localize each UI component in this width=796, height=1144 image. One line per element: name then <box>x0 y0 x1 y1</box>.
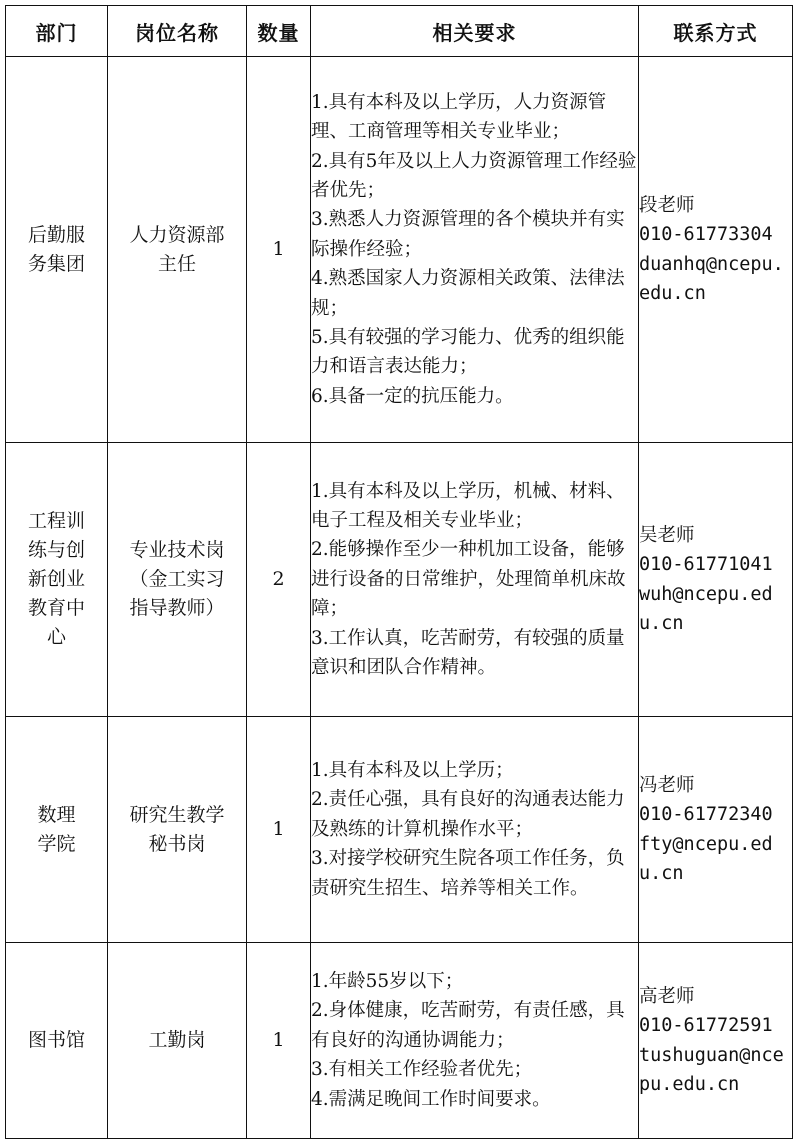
count-cell: 1 <box>247 57 311 443</box>
header-department: 部门 <box>6 6 108 57</box>
table-row <box>6 717 793 943</box>
table-row <box>6 443 793 717</box>
count-cell: 2 <box>247 443 311 717</box>
requirement-item: 2.具有5年及以上人力资源管理工作经验者优先； <box>311 150 637 201</box>
contact-email: wuh@ncepu.edu.cn <box>639 583 773 634</box>
requirement-item: 5.具有较强的学习能力、优秀的组织能力和语言表达能力； <box>311 327 625 378</box>
contact-name: 段老师 <box>639 194 695 216</box>
position-text: 工勤岗 <box>148 1029 206 1051</box>
department-text: 学院 <box>37 832 76 855</box>
position-text: 秘书岗 <box>148 832 206 855</box>
header-requirements: 相关要求 <box>311 6 639 57</box>
header-position: 岗位名称 <box>108 6 247 57</box>
requirements-cell <box>311 443 639 717</box>
contact-email: tushuguan@ncepu.edu.cn <box>639 1044 784 1095</box>
position-cell <box>108 943 247 1139</box>
requirement-item: 3.有相关工作经验者优先； <box>311 1059 533 1081</box>
requirements-cell <box>311 717 639 943</box>
requirement-item: 3.工作认真，吃苦耐劳，有较强的质量意识和团队合作精神。 <box>311 627 625 679</box>
contact-phone: 010-61771041 <box>639 554 773 576</box>
requirement-item: 1.年龄55岁以下； <box>311 970 464 992</box>
department-cell <box>6 57 108 443</box>
count-cell: 1 <box>247 943 311 1139</box>
table-row <box>6 943 793 1139</box>
department-cell <box>6 943 108 1139</box>
table-row <box>6 57 793 443</box>
position-cell <box>108 717 247 943</box>
contact-cell <box>639 717 793 943</box>
position-text: 主任 <box>157 252 196 275</box>
department-text: 心 <box>46 626 66 648</box>
contact-email: fty@ncepu.edu.cn <box>639 833 773 884</box>
contact-name: 高老师 <box>639 985 695 1007</box>
requirement-item: 1.具有本科及以上学历，人力资源管理、工商管理等相关专业毕业； <box>311 91 607 143</box>
requirement-item: 4.需满足晚间工作时间要求。 <box>311 1088 551 1110</box>
contact-name: 吴老师 <box>639 524 695 546</box>
position-text: 研究生教学 <box>129 803 225 826</box>
table-header-row <box>6 6 793 57</box>
contact-phone: 010-61773304 <box>639 224 773 246</box>
requirement-item: 1.具有本科及以上学历，机械、材料、电子工程及相关专业毕业； <box>311 480 625 531</box>
contact-phone: 010-61772340 <box>639 804 773 826</box>
position-cell <box>108 57 247 443</box>
requirement-item: 2.能够操作至少一种机加工设备，能够进行设备的日常维护，处理简单机床故障； <box>311 539 626 620</box>
requirements-cell <box>311 943 639 1139</box>
contact-phone: 010-61772591 <box>639 1015 773 1037</box>
department-text: 练与创 <box>27 539 85 561</box>
requirement-item: 2.身体健康，吃苦耐劳，有责任感，具有良好的沟通协调能力； <box>311 1000 625 1051</box>
department-cell <box>6 717 108 943</box>
header-contact: 联系方式 <box>639 6 793 57</box>
count-cell: 1 <box>247 717 311 943</box>
department-text: 后勤服 <box>27 223 85 246</box>
requirement-item: 3.对接学校研究生院各项工作任务，负责研究生招生、培养等相关工作。 <box>311 848 625 899</box>
contact-cell <box>639 943 793 1139</box>
contact-email: duanhq@ncepu.edu.cn <box>639 253 784 304</box>
position-text: 专业技术岗 <box>129 539 225 561</box>
header-count: 数量 <box>247 6 311 57</box>
requirement-item: 1.具有本科及以上学历； <box>311 759 514 781</box>
requirement-item: 2.责任心强，具有良好的沟通表达能力及熟练的计算机操作水平； <box>311 789 625 840</box>
department-cell <box>6 443 108 717</box>
requirement-item: 6.具备一定的抗压能力。 <box>311 385 514 407</box>
position-cell <box>108 443 247 717</box>
department-text: 数理 <box>37 803 76 826</box>
department-text: 新创业 <box>27 568 85 590</box>
requirement-item: 3.熟悉人力资源管理的各个模块并有实际操作经验； <box>311 209 625 260</box>
contact-cell <box>639 57 793 443</box>
department-text: 务集团 <box>27 252 85 275</box>
position-text: 人力资源部 <box>129 223 225 246</box>
contact-name: 冯老师 <box>639 774 695 796</box>
requirement-item: 4.熟悉国家人力资源相关政策、法律法规； <box>311 268 625 319</box>
requirements-cell <box>311 57 639 443</box>
position-text: 指导教师） <box>129 597 225 619</box>
department-text: 工程训 <box>27 510 85 532</box>
job-table <box>5 5 793 1139</box>
position-text: （金工实习 <box>129 568 225 590</box>
department-text: 图书馆 <box>27 1029 85 1051</box>
contact-cell <box>639 443 793 717</box>
department-text: 教育中 <box>27 597 85 619</box>
